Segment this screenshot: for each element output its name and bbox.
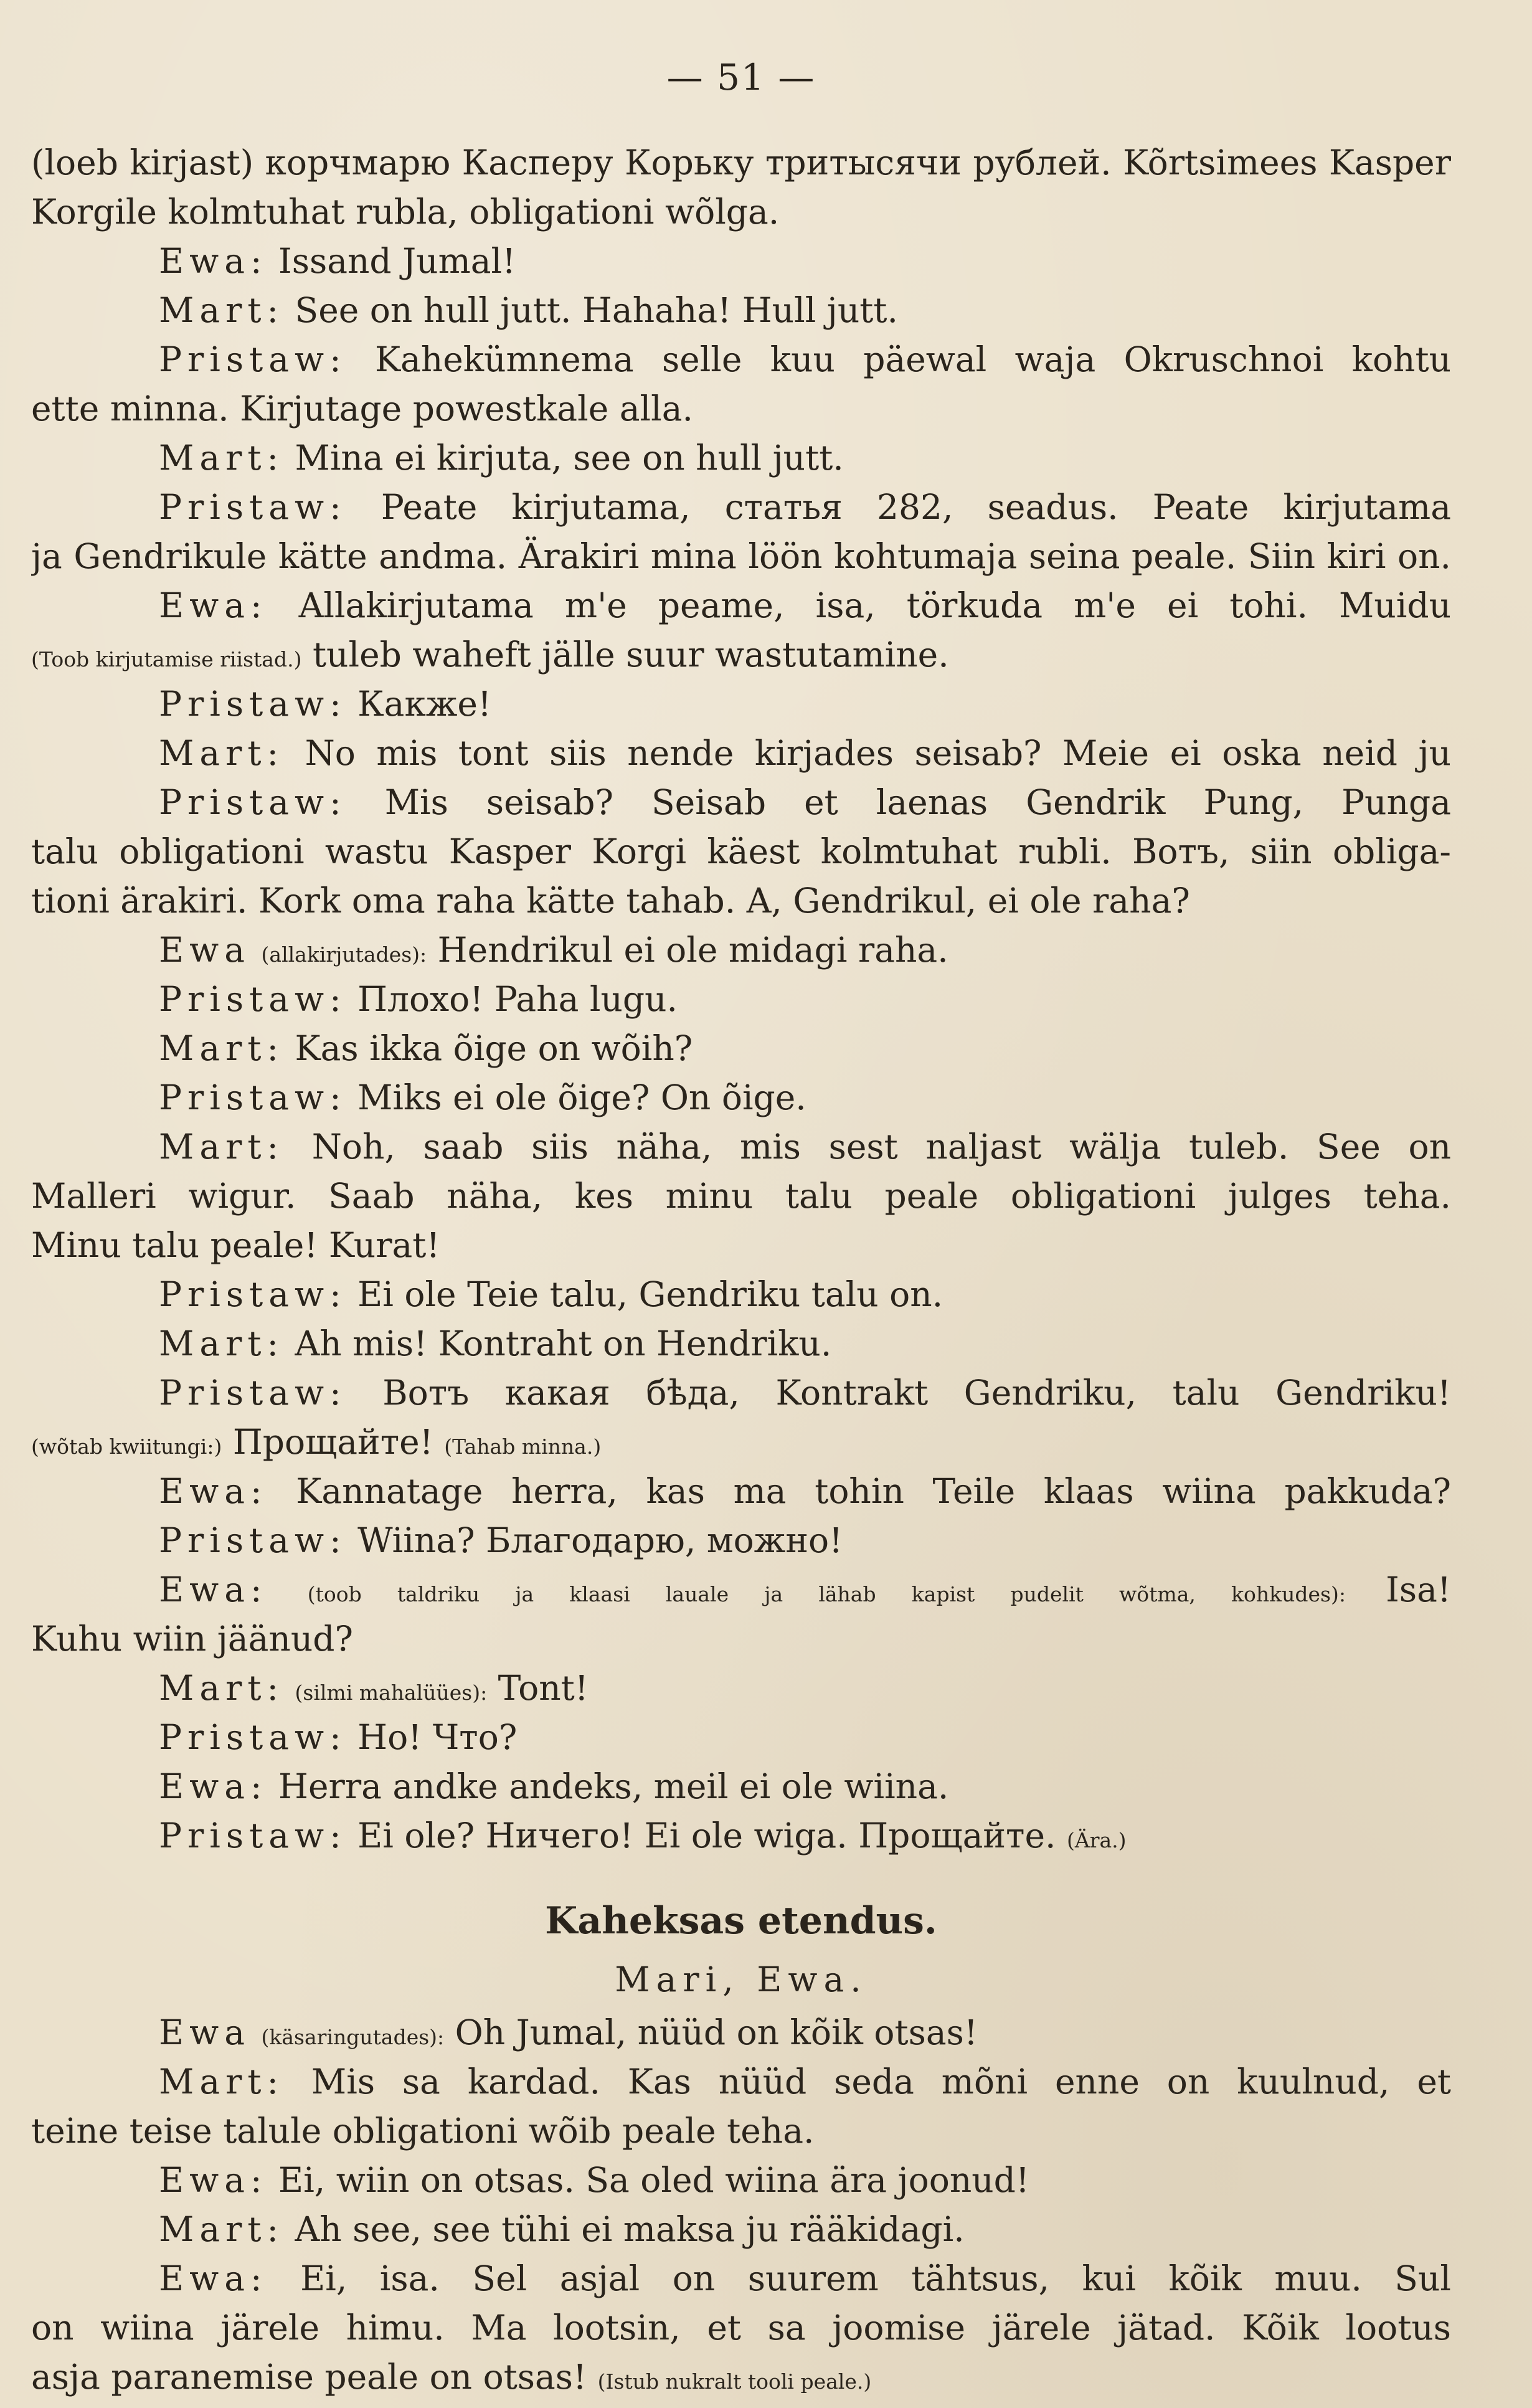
speaker-name: Pristaw: (159, 979, 347, 1019)
text-line (31, 335, 1451, 384)
text-line (31, 2057, 1451, 2107)
text-line (31, 2254, 1451, 2303)
scene-title: Kaheksas etendus. (545, 1899, 937, 1943)
line-text: Mis sa kardad. Kas nüüd seda mõni enne on kuulnud, et (311, 2062, 1451, 2102)
text-line (31, 2107, 1451, 2156)
text-line (31, 1418, 1451, 1467)
text-line (31, 1565, 1451, 1614)
stage-direction: (käsaringutades): (261, 2025, 445, 2049)
line-text: Mis seisab? Seisab et laenas Gendrik Pung, Punga (384, 782, 1451, 822)
text-line (31, 1073, 1451, 1122)
line-text: tioni ärakiri. Kork oma raha kätte tahab. A, Gendrikul, ei ole raha? (31, 881, 1190, 921)
text-line (31, 2008, 1451, 2057)
line-text: Ei ole? Ничего! Ei ole wiga. Прощайте. (357, 1816, 1056, 1856)
text-line (31, 729, 1451, 778)
speaker-name: Ewa: (159, 2160, 268, 2200)
text-line (31, 2205, 1451, 2254)
speaker-name: Pristaw: (159, 1816, 347, 1856)
speaker-name: Ewa (159, 2012, 251, 2052)
line-text: Kas ikka õige on wõih? (295, 1028, 693, 1068)
line-text: Minu talu peale! Kurat! (31, 1225, 440, 1265)
line-text: Noh, saab siis näha, mis sest naljast wälja tuleb. See on (311, 1127, 1451, 1167)
text-line (31, 1762, 1451, 1811)
line-text: Kuhu wiin jäänud? (31, 1619, 353, 1659)
line-text: Herra andke andeks, meil ei ole wiina. (278, 1766, 949, 1806)
text-line (31, 1614, 1451, 1664)
text-line (31, 926, 1451, 975)
line-text: Tont! (498, 1668, 589, 1708)
text-line (31, 1172, 1451, 1221)
text-line (31, 286, 1451, 335)
speaker-name: Mart: (159, 2062, 285, 2102)
text-line (31, 2156, 1451, 2205)
text-line (31, 1368, 1451, 1418)
text-line (31, 680, 1451, 729)
speaker-name: Mart: (159, 1668, 285, 1708)
line-text: Issand Jumal! (278, 241, 516, 281)
text-line (31, 434, 1451, 483)
line-text: ja Gendrikule kätte andma. Ärakiri mina löön kohtumaja seina peale. Siin kiri on. (31, 536, 1451, 576)
text-line (31, 581, 1451, 630)
text-line (31, 975, 1451, 1024)
scene-cast: Mari, Ewa. (615, 1960, 868, 1999)
speaker-name: Ewa: (159, 1471, 268, 1511)
line-text: Ei ole Teie talu, Gendriku talu on. (357, 1274, 943, 1314)
line-text: Но! Что? (357, 1717, 518, 1757)
line-text: Kannatage herra, kas ma tohin Teile klaas wiina pakkuda? (296, 1471, 1451, 1511)
text-line (31, 1270, 1451, 1319)
dialogue-block-scene (31, 2008, 1451, 2402)
line-text: Плохо! Paha lugu. (357, 979, 678, 1019)
text-line (31, 187, 1451, 237)
speaker-name: Ewa: (159, 2259, 268, 2298)
text-line (31, 1221, 1451, 1270)
line-text: ette minna. Kirjutage powestkale alla. (31, 389, 693, 429)
line-text: Ei, wiin on otsas. Sa oled wiina ära joonud! (278, 2160, 1029, 2200)
speaker-name: Pristaw: (159, 782, 347, 822)
dialogue-block-act (31, 138, 1451, 1861)
speaker-name: Mart: (159, 1028, 285, 1068)
text-line (31, 1516, 1451, 1565)
speaker-name: Pristaw: (159, 1274, 347, 1314)
line-text: Korgile kolmtuhat rubla, obligationi wõlga. (31, 192, 780, 232)
speaker-name: Pristaw: (159, 1520, 347, 1560)
speaker-name: Pristaw: (159, 1373, 347, 1413)
speaker-name: Pristaw: (159, 487, 347, 527)
line-text: on wiina järele himu. Ma lootsin, et sa joomise järele jätad. Kõik lootus (31, 2308, 1451, 2348)
line-text: Mina ei kirjuta, see on hull jutt. (295, 438, 844, 478)
speaker-name: Mart: (159, 290, 285, 330)
stage-direction: (allakirjutades): (261, 942, 427, 967)
speaker-name: Ewa: (159, 1766, 268, 1806)
line-text: Вотъ какая бѣда, Kontrakt Gendriku, talu Gendriku! (382, 1373, 1451, 1413)
line-text: Kahekümnema selle kuu päewal waja Okruschnoi kohtu (374, 339, 1451, 379)
line-text: Miks ei ole õige? On õige. (357, 1078, 806, 1117)
speaker-name: Ewa: (159, 1570, 268, 1609)
line-text: Malleri wigur. Saab näha, kes minu talu peale obligationi julges teha. (31, 1176, 1451, 1216)
line-text: (loeb kirjast) корчмарю Касперу Корьку тритысячи рублей. Kõrtsimees Kasper (31, 143, 1451, 182)
stage-direction: (Toob kirjutamise riistad.) (31, 647, 302, 671)
text-line (31, 2353, 1451, 2402)
speaker-name: Mart: (159, 733, 285, 773)
text-line (31, 384, 1451, 434)
speaker-name: Mart: (159, 2209, 285, 2249)
text-line (31, 630, 1451, 680)
line-text: Ah mis! Kontraht on Hendriku. (295, 1324, 832, 1363)
text-line (31, 138, 1451, 187)
page-number: — 51 — (666, 56, 816, 98)
line-text: Allakirjutama m'e peame, isa, törkuda m'e ei tohi. Muidu (298, 585, 1451, 625)
line-text: Прощайте! (232, 1422, 433, 1462)
speaker-name: Pristaw: (159, 1078, 347, 1117)
text-line (31, 1664, 1451, 1713)
line-text: See on hull jutt. Hahaha! Hull jutt. (295, 290, 898, 330)
line-text: tuleb waheft jälle suur wastutamine. (312, 635, 949, 675)
text-line (31, 1713, 1451, 1762)
line-text: Isa! (1386, 1570, 1451, 1609)
speaker-name: Mart: (159, 438, 285, 478)
stage-direction: (Istub nukralt tooli peale.) (597, 2369, 872, 2394)
text-line (31, 1024, 1451, 1073)
speaker-name: Mart: (159, 1127, 285, 1167)
line-text: No mis tont siis nende kirjades seisab? Meie ei oska neid ju (305, 733, 1451, 773)
line-text: Ei, isa. Sel asjal on suurem tähtsus, kui kõik muu. Sul (300, 2259, 1451, 2298)
text-line (31, 1319, 1451, 1368)
text-line (31, 827, 1451, 876)
text-line (31, 237, 1451, 286)
speaker-name: Pristaw: (159, 1717, 347, 1757)
speaker-name: Mart: (159, 1324, 285, 1363)
line-text: Oh Jumal, nüüd on kõik otsas! (455, 2012, 978, 2052)
text-line (31, 483, 1451, 532)
speaker-name: Ewa: (159, 585, 268, 625)
speaker-name: Pristaw: (159, 339, 347, 379)
text-line (31, 1467, 1451, 1516)
text-line (31, 532, 1451, 581)
line-text: Ah see, see tühi ei maksa ju rääkidagi. (295, 2209, 965, 2249)
line-text: Peate kirjutama, статья 282, seadus. Peate kirjutama (381, 487, 1451, 527)
speaker-name: Pristaw: (159, 684, 347, 724)
stage-direction: (Tahab minna.) (444, 1434, 602, 1459)
line-text: Wiina? Благодарю, можно! (357, 1520, 843, 1560)
text-line (31, 778, 1451, 827)
line-text: Какже! (357, 684, 492, 724)
line-text: asja paranemise peale on otsas! (31, 2357, 587, 2397)
text-line (31, 2303, 1451, 2353)
text-line (31, 1811, 1451, 1861)
speaker-name: Ewa: (159, 241, 268, 281)
line-text: teine teise talule obligationi wõib peale teha. (31, 2111, 815, 2151)
stage-direction: (silmi mahalüües): (295, 1680, 488, 1705)
text-line (31, 876, 1451, 926)
stage-direction: (toob taldriku ja klaasi lauale ja lähab kapist pudelit wõtma, kohkudes): (307, 1582, 1346, 1606)
stage-direction: (wõtab kwiitungi:) (31, 1434, 222, 1459)
text-line (31, 1122, 1451, 1172)
speaker-name: Ewa (159, 930, 251, 970)
stage-direction: (Ära.) (1067, 1828, 1127, 1852)
line-text: Hendrikul ei ole midagi raha. (437, 930, 948, 970)
line-text: talu obligationi wastu Kasper Korgi käest kolmtuhat rubli. Вотъ, siin obliga- (31, 832, 1451, 871)
